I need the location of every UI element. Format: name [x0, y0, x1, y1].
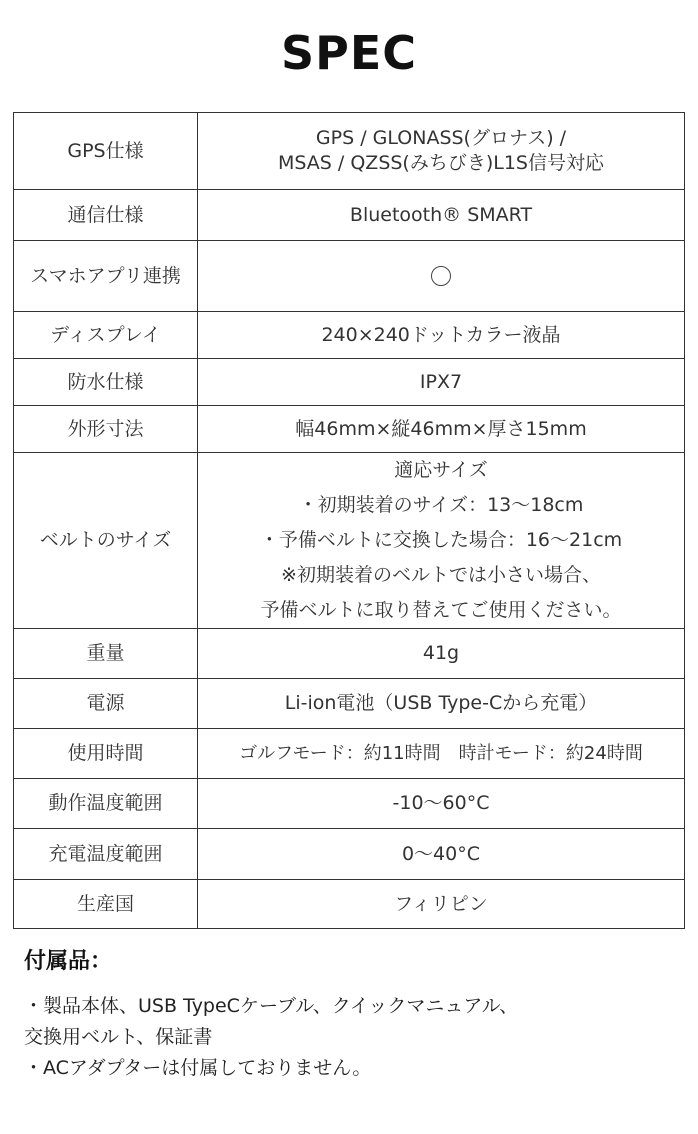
spec-label: 重量 — [14, 629, 198, 679]
spec-row-weight — [14, 629, 685, 679]
spec-label: 生産国 — [14, 880, 198, 929]
spec-label: 使用時間 — [14, 729, 198, 779]
spec-value — [198, 241, 685, 312]
spec-label: スマホアプリ連携 — [14, 241, 198, 312]
spec-row-operating-temp — [14, 779, 685, 829]
spec-value — [198, 190, 685, 241]
spec-value-line: Li-ion電池（USB Type-Cから充電） — [284, 692, 598, 715]
accessories-title: 付属品： — [24, 949, 113, 974]
spec-value-line: MSAS / QZSS(みちびき)L1S信号対応 — [278, 152, 604, 174]
spec-row-app-link — [14, 241, 685, 312]
spec-value-line: ・初期装着のサイズ：13〜18cm — [298, 494, 584, 516]
circle-icon — [431, 266, 451, 286]
spec-value-line: 予備ベルトに取り替えてご使用ください。 — [260, 599, 622, 621]
spec-row-belt-size — [14, 453, 685, 629]
accessories-line: ・製品本体、USB TypeCケーブル、クイックマニュアル、 — [24, 995, 519, 1017]
spec-label: 充電温度範囲 — [14, 829, 198, 880]
spec-value — [198, 113, 685, 190]
spec-value-line: 240×240ドットカラー液晶 — [321, 323, 561, 346]
accessories-section — [24, 944, 684, 1084]
spec-value-line: IPX7 — [419, 370, 463, 393]
spec-label: 動作温度範囲 — [14, 779, 198, 829]
spec-label: 電源 — [14, 679, 198, 729]
spec-value-line: ・予備ベルトに交換した場合：16〜21cm — [259, 529, 623, 551]
spec-value-line: 0〜40°C — [401, 842, 481, 865]
spec-value-line: GPS / GLONASS(グロナス) / — [315, 127, 567, 150]
spec-label: 外形寸法 — [14, 406, 198, 453]
spec-label: 通信仕様 — [14, 190, 198, 241]
spec-value-line: 適応サイズ — [394, 459, 488, 481]
spec-value — [198, 453, 685, 629]
spec-value-line: 41g — [422, 642, 460, 665]
spec-value — [198, 829, 685, 880]
spec-value — [198, 629, 685, 679]
spec-value-line: ※初期装着のベルトでは小さい場合、 — [281, 564, 601, 586]
spec-row-usage-time — [14, 729, 685, 779]
accessories-line: 交換用ベルト、保証書 — [24, 1026, 213, 1048]
spec-table — [13, 112, 685, 929]
spec-label: ディスプレイ — [14, 312, 198, 359]
spec-row-waterproof — [14, 359, 685, 406]
spec-value-line: フィリピン — [394, 892, 488, 915]
spec-row-dimensions — [14, 406, 685, 453]
spec-row-gps — [14, 113, 685, 190]
page-title: SPEC — [280, 26, 418, 80]
spec-label: GPS仕様 — [14, 113, 198, 190]
spec-value — [198, 779, 685, 829]
spec-value — [198, 679, 685, 729]
spec-row-charging-temp — [14, 829, 685, 880]
spec-value-line: -10〜60°C — [392, 792, 490, 815]
spec-row-power — [14, 679, 685, 729]
accessories-line: ・ACアダプターは付属しておりません。 — [24, 1057, 372, 1079]
spec-label: 防水仕様 — [14, 359, 198, 406]
spec-value — [198, 880, 685, 929]
spec-value — [198, 312, 685, 359]
spec-value-line: ゴルフモード：約11時間 時計モード：約24時間 — [239, 742, 643, 764]
spec-value — [198, 729, 685, 779]
spec-row-country — [14, 880, 685, 929]
spec-value-line: Bluetooth® SMART — [349, 203, 533, 226]
spec-row-display — [14, 312, 685, 359]
spec-value-line: 幅46mm×縦46mm×厚さ15mm — [295, 417, 587, 440]
spec-value — [198, 406, 685, 453]
spec-label: ベルトのサイズ — [14, 453, 198, 629]
spec-value — [198, 359, 685, 406]
spec-row-communication — [14, 190, 685, 241]
